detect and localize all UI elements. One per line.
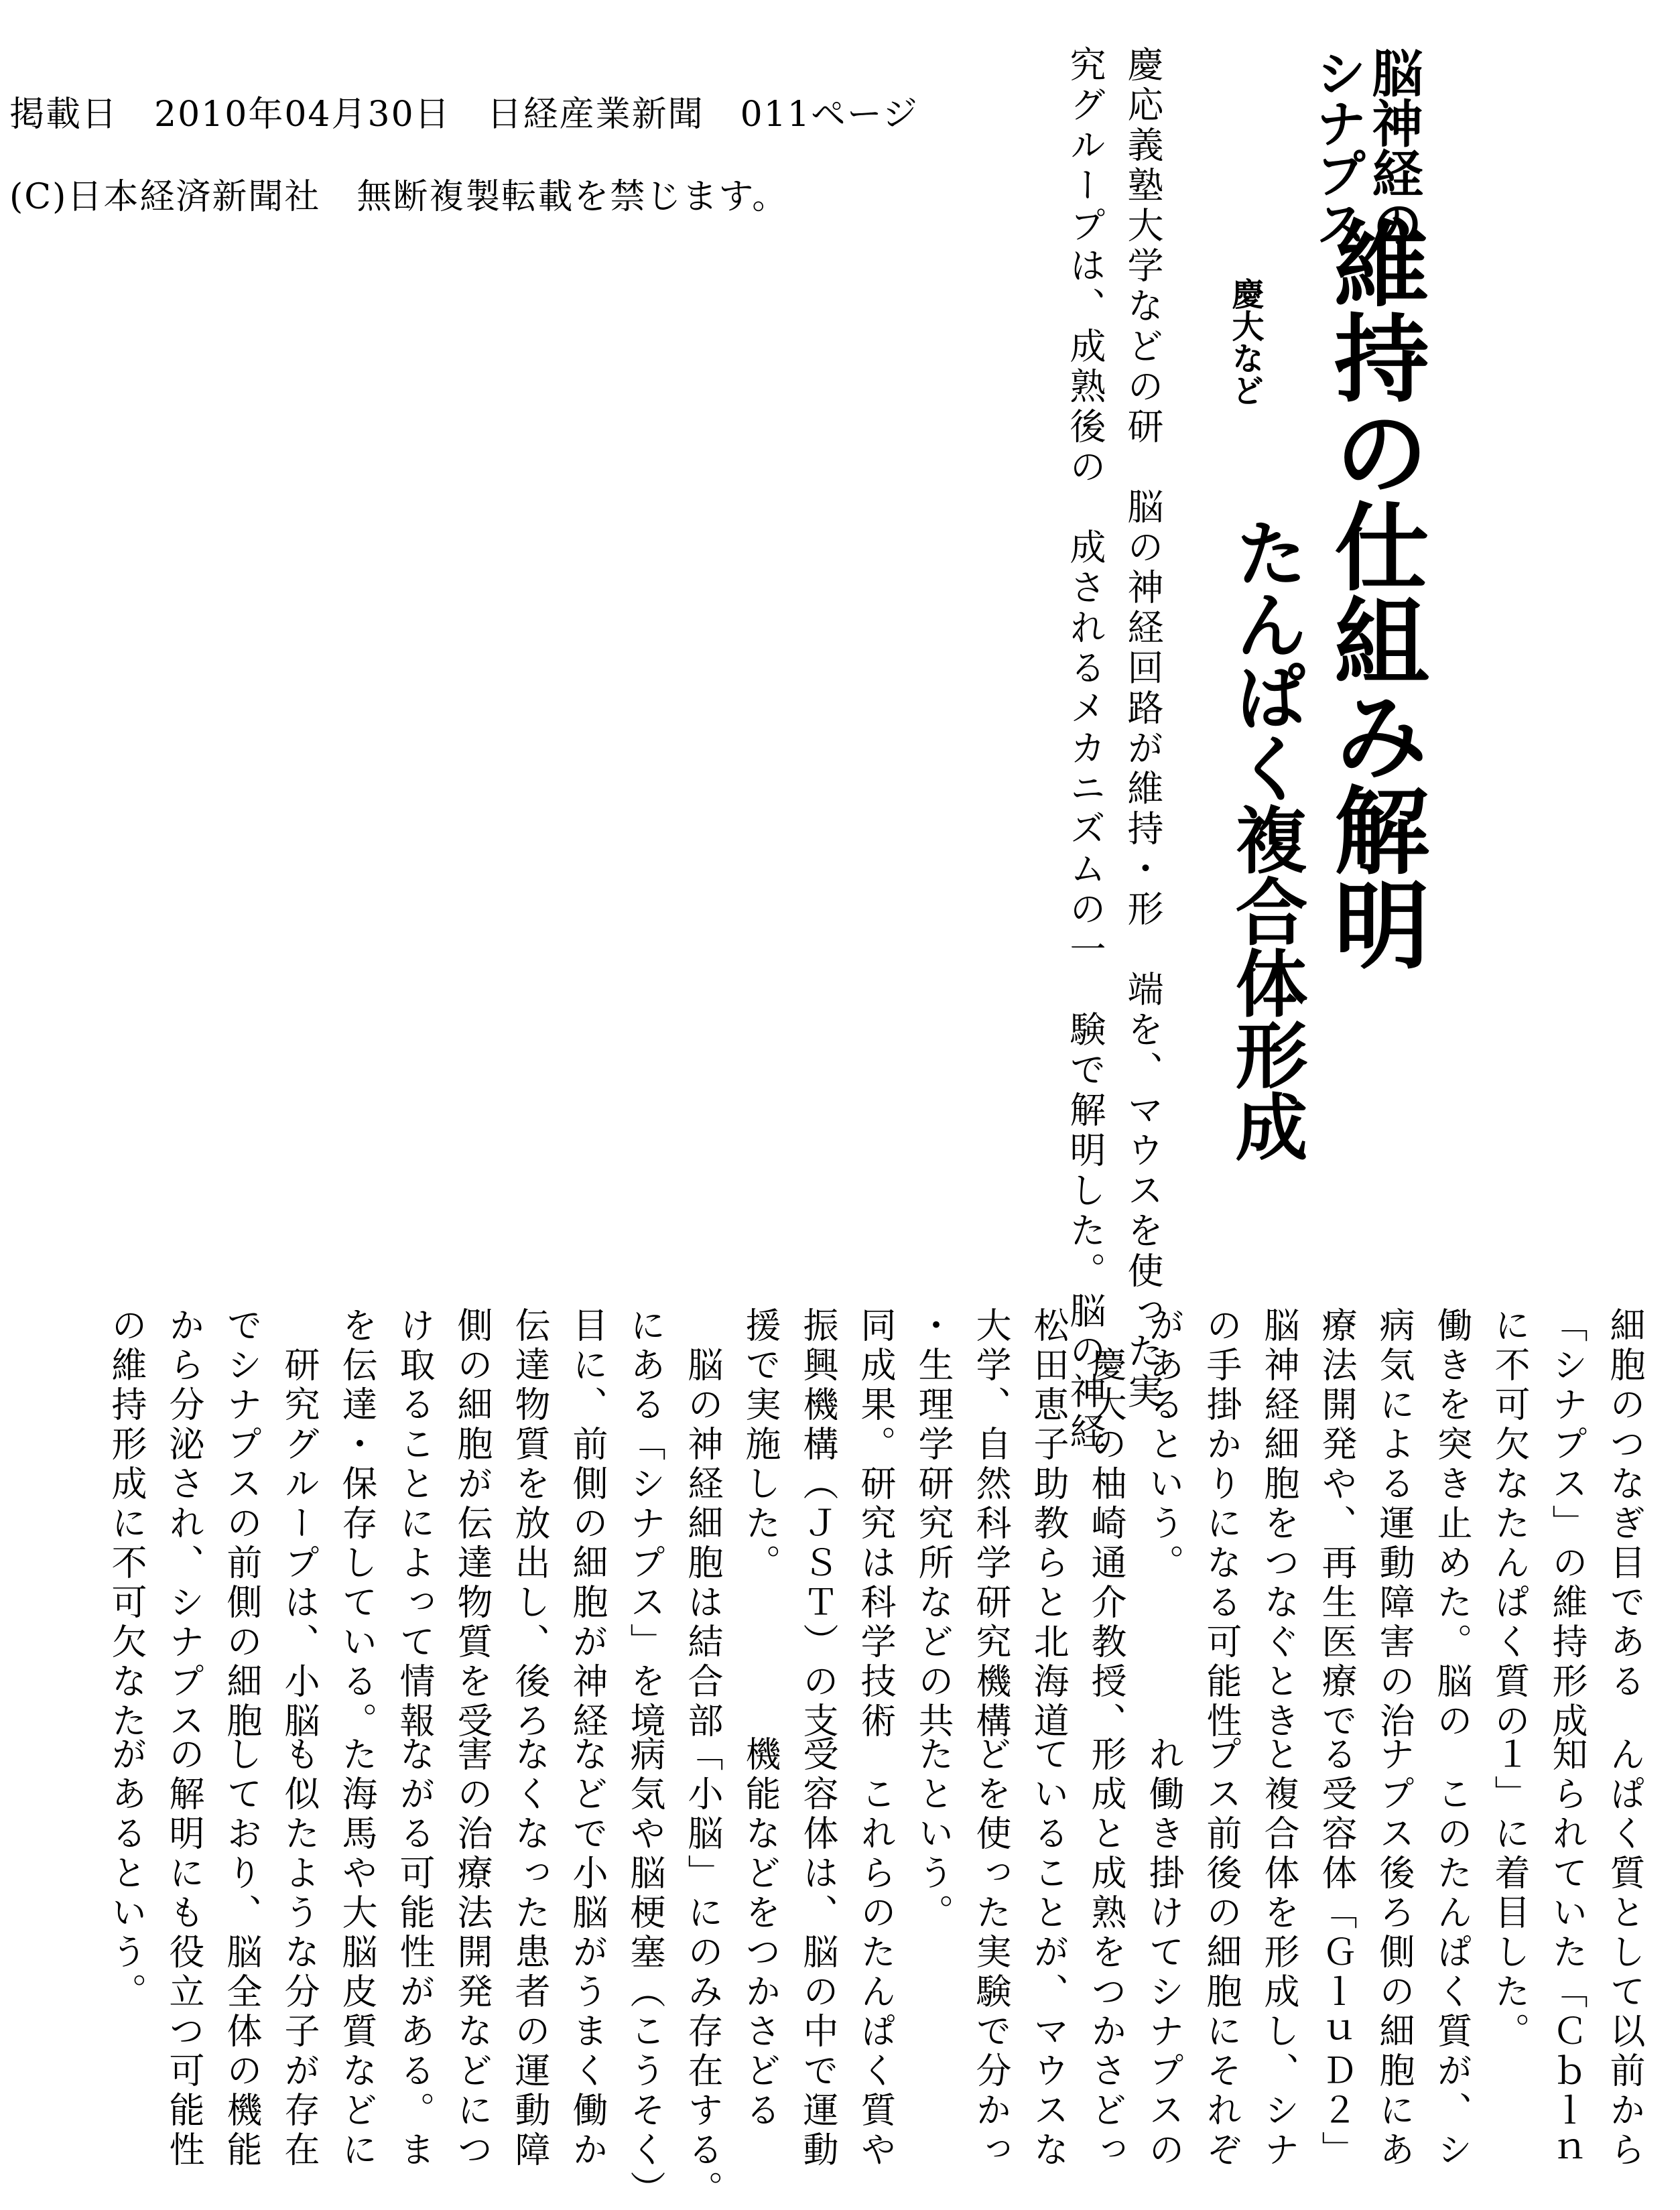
- body-line: 形成と成熟をつかさどっ: [1086, 1736, 1126, 2170]
- body-line: の維持形成に不可欠なた: [106, 1307, 147, 1742]
- body-line: 脳の神経細胞は結合部: [682, 1307, 723, 1742]
- body-line: 「小脳」にのみ存在する。: [682, 1736, 723, 2210]
- article-byline: 慶大など: [1226, 277, 1264, 406]
- kicker-line: 脳神経の: [1364, 47, 1423, 248]
- body-line: も似たような分子が存在: [279, 1736, 320, 2170]
- body-line: れ働き掛けてシナプスの: [1143, 1736, 1184, 2170]
- body-line: 害の治療法開発などにつ: [452, 1736, 493, 2170]
- body-line: があるという。: [106, 1736, 147, 2012]
- kicker-line: シナプス: [1307, 47, 1367, 248]
- body-line: 援で実施した。: [740, 1307, 781, 1583]
- body-line: 目に、前側の細胞が神経: [567, 1307, 608, 1742]
- body-line: どを使った実験で分かっ: [970, 1736, 1011, 2170]
- lead-line: 慶応義塾大学などの研 脳の神経回路が維持・形 端を、マウスを使った実: [1122, 46, 1164, 1413]
- body-line: ・生理学研究所などの共: [913, 1307, 954, 1742]
- body-line: このたんぱく質が、シ: [1431, 1736, 1472, 2170]
- body-line: る受容体「ＧｌｕＤ２」: [1316, 1736, 1357, 2170]
- body-line: 研究グループは、小脳: [279, 1307, 320, 1742]
- body-line: 側の細胞が伝達物質を受: [452, 1307, 493, 1742]
- body-line: 機能などをつかさどる: [740, 1736, 781, 2131]
- article-body-upper: [97, 1307, 1653, 1742]
- publication-info: 掲載日 2010年04月30日 日経産業新聞 011ページ: [9, 94, 919, 135]
- body-line: 「シナプス」の維持形成: [1547, 1307, 1588, 1742]
- body-line: 慶大の柚崎通介教授、: [1086, 1307, 1126, 1742]
- article-subhead: たんぱく複合体形成: [1223, 516, 1307, 1161]
- body-line: 知られていた「Ｃｂｌｎ: [1547, 1736, 1588, 2170]
- body-line: １」に着目した。: [1489, 1736, 1530, 2052]
- body-line: プス前後の細胞にそれぞ: [1201, 1736, 1242, 2170]
- body-line: の手掛かりになる可能性: [1201, 1307, 1242, 1742]
- body-line: しており、脳全体の機能: [221, 1736, 262, 2170]
- body-line: 療法開発や、再生医療で: [1316, 1307, 1357, 1742]
- article-headline: 維持の仕組み解明: [1318, 214, 1429, 970]
- body-line: 脳神経細胞をつなぐとき: [1258, 1307, 1299, 1742]
- body-line: でシナプスの前側の細胞: [221, 1307, 262, 1742]
- body-line: があるという。: [1143, 1307, 1184, 1583]
- body-line: の解明にも役立つ可能性: [164, 1736, 204, 2170]
- body-line: 伝達物質を放出し、後ろ: [509, 1307, 550, 1742]
- body-line: 同成果。研究は科学技術: [855, 1307, 896, 1742]
- body-line: 大学、自然科学研究機構: [970, 1307, 1011, 1742]
- body-line: たという。: [913, 1736, 954, 1933]
- body-line: 細胞のつなぎ目である: [1604, 1307, 1645, 1702]
- body-line: 受容体は、脳の中で運動: [797, 1736, 838, 2170]
- body-line: ナプス後ろ側の細胞にあ: [1374, 1736, 1415, 2170]
- body-line: などで小脳がうまく働か: [567, 1736, 608, 2170]
- body-line: から分泌され、シナプス: [164, 1307, 204, 1742]
- body-line: にある「シナプス」を境: [625, 1307, 665, 1742]
- body-line: に不可欠なたんぱく質の: [1489, 1307, 1530, 1742]
- body-line: んぱく質として以前から: [1604, 1736, 1645, 2170]
- article-lead: [1056, 46, 1171, 1453]
- body-line: なくなった患者の運動障: [509, 1736, 550, 2170]
- body-line: 振興機構（ＪＳＴ）の支: [797, 1307, 838, 1742]
- body-line: 松田恵子助教らと北海道: [1028, 1307, 1069, 1742]
- article-body-lower: [97, 1736, 1653, 2210]
- body-line: け取ることによって情報: [394, 1307, 435, 1742]
- lead-line: 究グループは、成熟後の 成されるメカニズムの一 験で解明した。脳の神経: [1064, 46, 1106, 1453]
- body-line: と複合体を形成し、シナ: [1258, 1736, 1299, 2170]
- body-line: ながる可能性がある。ま: [394, 1736, 435, 2170]
- body-line: を伝達・保存している。: [336, 1307, 377, 1742]
- copyright-notice: (C)日本経済新聞社 無断複製転載を禁じます。: [9, 177, 789, 217]
- body-line: た海馬や大脳皮質などに: [336, 1736, 377, 2170]
- body-line: これらのたんぱく質や: [855, 1736, 896, 2170]
- body-line: ていることが、マウスな: [1028, 1736, 1069, 2170]
- body-line: 働きを突き止めた。脳の: [1431, 1307, 1472, 1742]
- body-line: 病気による運動障害の治: [1374, 1307, 1415, 1742]
- body-line: 病気や脳梗塞（こうそく）: [625, 1736, 665, 2210]
